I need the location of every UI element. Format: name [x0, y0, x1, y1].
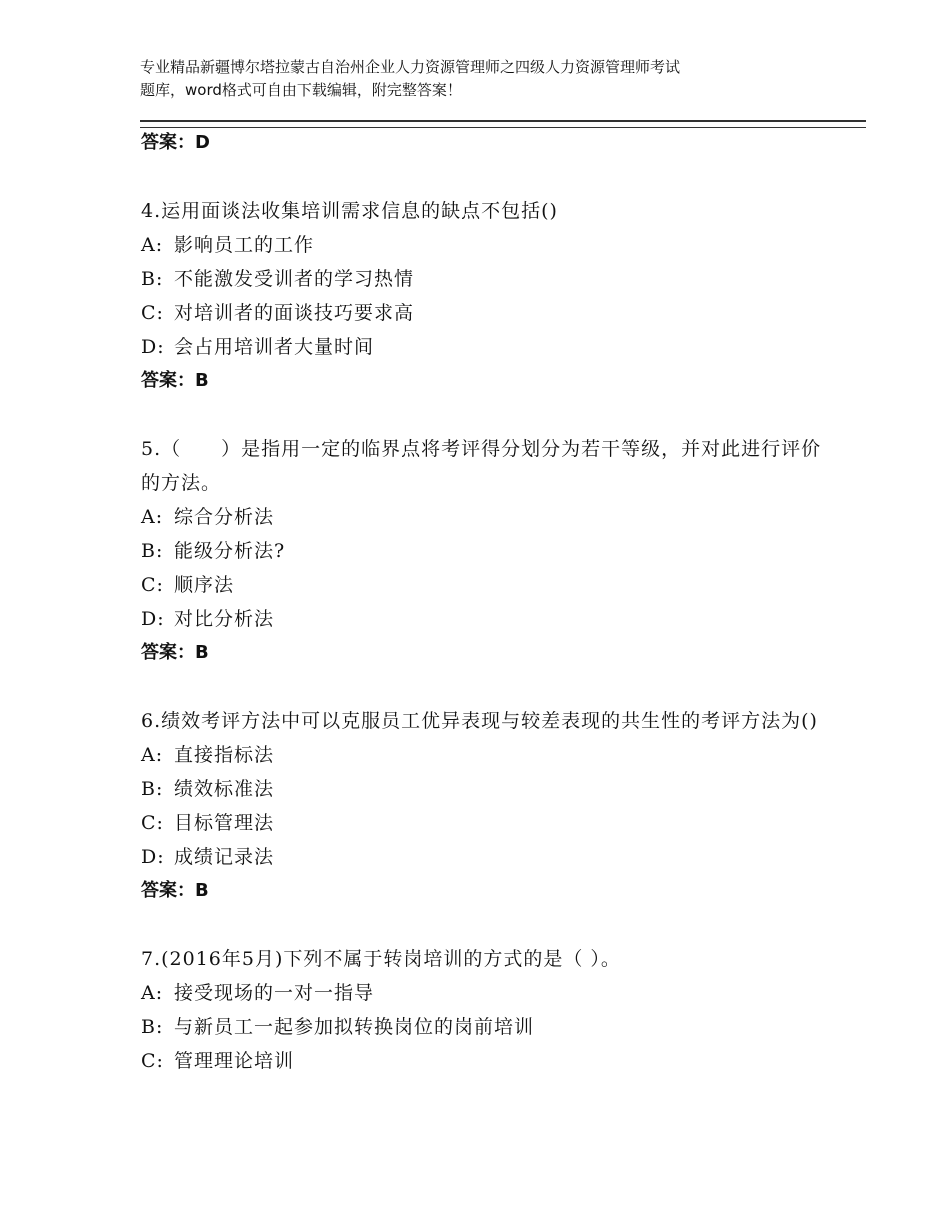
question-7-option-c: C: 管理理论培训 — [141, 1050, 295, 1072]
page-header — [140, 56, 840, 102]
question-4-text: 4.运用面谈法收集培训需求信息的缺点不包括() — [141, 200, 558, 222]
question-7-option-a: A: 接受现场的一对一指导 — [141, 982, 375, 1004]
question-6-option-a: A: 直接指标法 — [141, 744, 275, 766]
question-list — [141, 126, 841, 1078]
question-6-option-b: B: 绩效标准法 — [141, 778, 275, 800]
spacer — [141, 160, 841, 194]
question-5-option-a: A: 综合分析法 — [141, 506, 275, 528]
question-4-option-b: B: 不能激发受训者的学习热情 — [141, 268, 415, 290]
question-7-option-b: B: 与新员工一起参加拟转换岗位的岗前培训 — [141, 1016, 535, 1038]
question-5-text: 5.（ ）是指用一定的临界点将考评得分划分为若干等级，并对此进行评价的方法。 — [141, 438, 822, 494]
question-6-option-c: C: 目标管理法 — [141, 812, 275, 834]
question-4-option-d: D: 会占用培训者大量时间 — [141, 336, 375, 358]
spacer — [141, 398, 841, 432]
question-5-option-d: D: 对比分析法 — [141, 608, 275, 630]
answer-q3: 答案：D — [141, 132, 210, 153]
question-6-text: 6.绩效考评方法中可以克服员工优异表现与较差表现的共生性的考评方法为() — [141, 710, 818, 732]
header-title-line-2: 题库，word格式可自由下载编辑，附完整答案！ — [140, 81, 462, 99]
spacer — [141, 908, 841, 942]
answer-q6: 答案：B — [141, 880, 209, 901]
question-7-text: 7.(2016年5月)下列不属于转岗培训的方式的是（ ）。 — [141, 948, 621, 970]
header-title-line-1: 专业精品新疆博尔塔拉蒙古自治州企业人力资源管理师之四级人力资源管理师考试 — [140, 58, 681, 76]
answer-q4: 答案：B — [141, 370, 209, 391]
question-5-option-b: B: 能级分析法? — [141, 540, 286, 562]
question-4-option-a: A: 影响员工的工作 — [141, 234, 315, 256]
question-6-option-d: D: 成绩记录法 — [141, 846, 275, 868]
answer-q5: 答案：B — [141, 642, 209, 663]
question-5-option-c: C: 顺序法 — [141, 574, 235, 596]
spacer — [141, 670, 841, 704]
question-4-option-c: C: 对培训者的面谈技巧要求高 — [141, 302, 415, 324]
